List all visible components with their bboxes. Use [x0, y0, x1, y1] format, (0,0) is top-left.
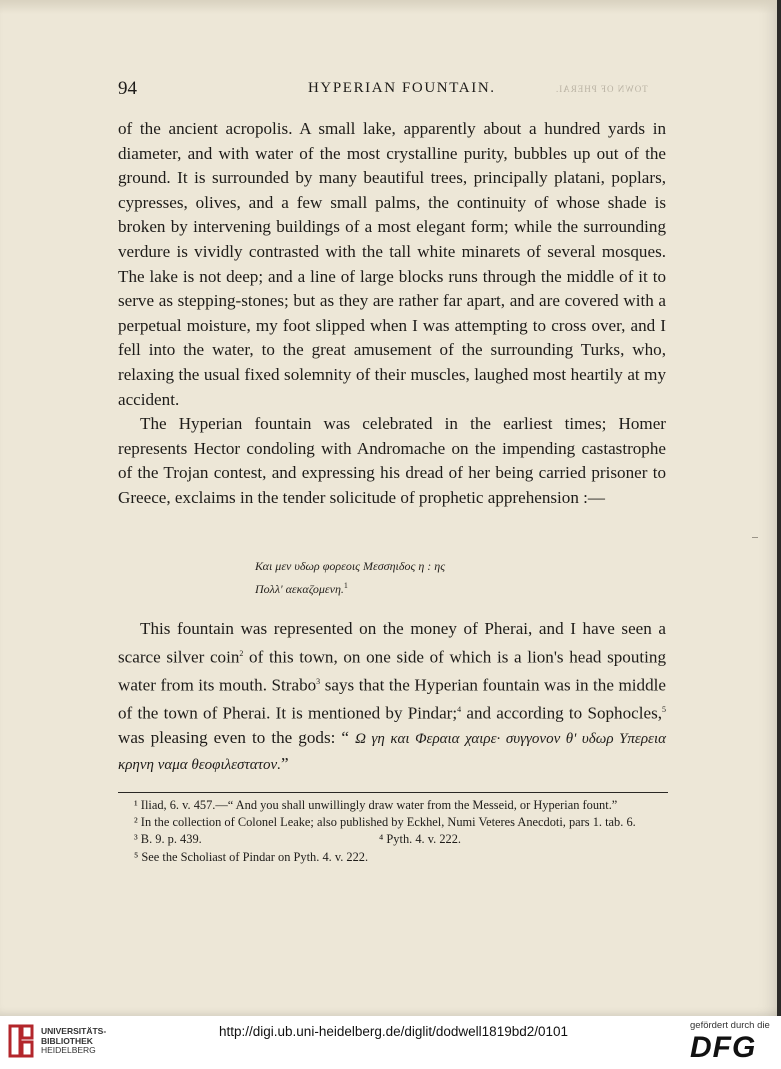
permalink-url[interactable]: http://digi.ub.uni-heidelberg.de/diglit/dodwell1819bd2/0101: [219, 1024, 569, 1039]
bleed-through-text: TOWN OF PHERAI.: [555, 84, 648, 94]
paragraph-3: [118, 617, 666, 778]
para3-part-e: was pleasing even to the gods: “: [118, 728, 356, 748]
para3-part-a: This fountain was represented on the money of Pherai, and I have seen a scarce silver coin: [118, 619, 666, 667]
footnote-ref-3: 3: [316, 676, 321, 686]
library-name-line-2: BIBLIOTHEK: [41, 1035, 93, 1046]
footnote-3: ³ B. 9. p. 439.: [134, 832, 202, 847]
greek-quotation: [255, 557, 445, 599]
footnote-rule: [118, 792, 668, 793]
para3-part-c: says that the Hyperian fountain was in the middle of the town of Pherai. It is mentioned by Pindar;: [118, 675, 666, 723]
greek-line-2-text: Πολλ' αεκαζομενη.: [255, 582, 344, 596]
footnote-ref-4: 4: [457, 705, 462, 715]
footnote-ref-5: 5: [662, 705, 666, 715]
main-text: [118, 117, 666, 511]
page-number: 94: [118, 78, 137, 99]
footnote-5: ⁵ See the Scholiast of Pindar on Pyth. 4. v. 222.: [134, 849, 369, 864]
footnote-ref-1: 1: [343, 581, 348, 590]
para3-part-b: of this town, on one side of which is a lion's head spouting water from its mouth. Strabo: [118, 647, 666, 695]
para3-end: ”: [280, 754, 289, 774]
sophocles-greek-quote: Ω γη και Φεραια χαιρε· συγγονον θ' υδωρ Υπερεια κρηνη ναμα θεοφιλεστατον.: [118, 731, 666, 774]
funding-caption: gefördert durch die: [690, 1020, 770, 1031]
footnotes: [118, 797, 668, 866]
dfg-logo[interactable]: DFG: [690, 1031, 757, 1064]
library-name-line-1: UNIVERSITÄTS-: [41, 1026, 107, 1036]
footnote-2: ² In the collection of Colonel Leake; also published by Eckhel, Numi Veteres Anecdoti, pars 1. tab. 6.: [134, 815, 636, 830]
footnote-1: ¹ Iliad, 6. v. 457.—“ And you shall unwillingly draw water from the Messeid, or Hyperian fount.”: [134, 798, 618, 812]
greek-line-2: [255, 576, 445, 599]
footnote-row-3-4: [118, 831, 668, 848]
greek-line-1: Και μεν υδωρ φορεοις Μεσσηιδος η : ης: [255, 559, 446, 573]
university-library-logo-icon[interactable]: [8, 1022, 36, 1060]
library-name-line-3: HEIDELBERG: [41, 1045, 96, 1055]
para3-part-d: and according to Sophocles,: [461, 703, 662, 723]
paragraph-2: The Hyperian fountain was celebrated in the earliest times; Homer represents Hector condoling with Andromache on the impending castastrophe of the Trojan contest, and expressing his dread of her being carried prisoner to Greece, exclaims in the tender solicitude of prophetic apprehension :—: [118, 414, 666, 507]
margin-mark: [752, 537, 758, 538]
library-name: [41, 1027, 106, 1056]
footnote-ref-2: 2: [239, 648, 244, 658]
running-title: HYPERIAN FOUNTAIN.: [308, 80, 496, 96]
running-head: [118, 78, 666, 102]
footnote-4: ⁴ Pyth. 4. v. 222.: [379, 832, 461, 847]
paragraph-1: of the ancient acropolis. A small lake, apparently about a hundred yards in diameter, and with water of the most crystalline purity, bubbles up out of the ground. It is surrounded by many beautiful trees, principally platani, poplars, cypresses, olives, and a few small palms, the continuity of whose shade is broken by intervening buildings of a most elegant form; while the surrounding verdure is vividly contrasted with the tall white minarets of several mosques. The lake is not deep; and a line of large blocks runs through the middle of it to serve as stepping-stones; but as they are rather far apart, and are covered with a perpetual moisture, my foot slipped when I was attempting to cross over, and I fell into the water, to the great amusement of the surrounding Turks, who, relaxing the usual fixed solemnity of their muscles, laughed most heartily at my accident.: [118, 119, 666, 409]
